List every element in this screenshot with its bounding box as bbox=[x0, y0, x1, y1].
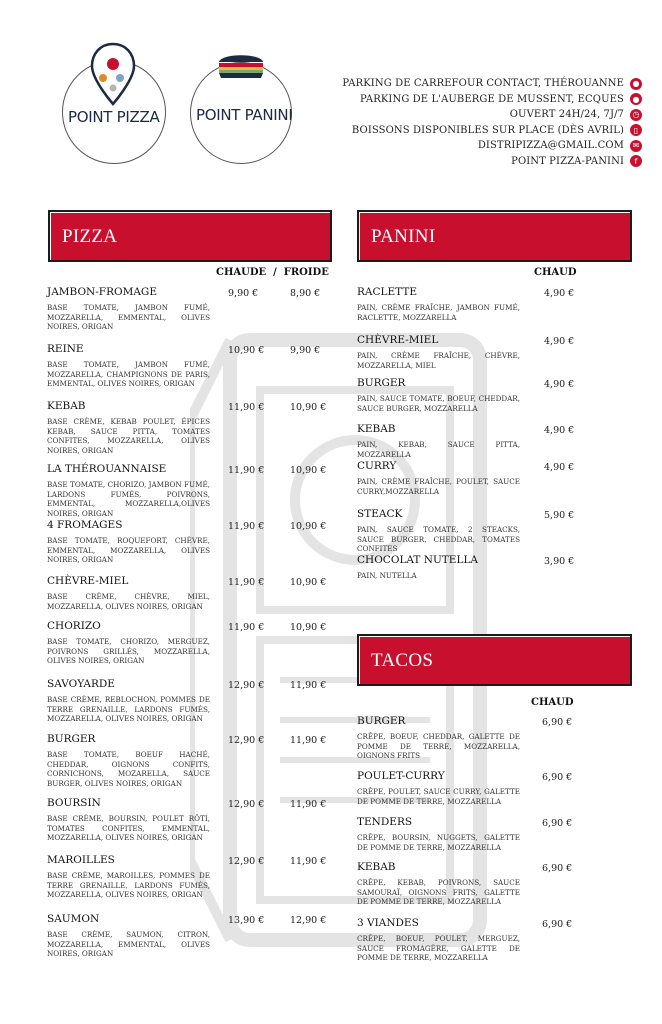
point-panini-logo bbox=[190, 50, 294, 166]
pizza-logo-text: POINT PIZZA bbox=[68, 108, 160, 126]
item-name: BURGER bbox=[357, 377, 406, 389]
item-description: PAIN, CRÈME FRAÎCHE, CHÈVRE, MOZZARELLA, MIEL bbox=[357, 351, 520, 370]
item-name: 3 VIANDES bbox=[357, 917, 419, 929]
item-description: CRÊPE, KEBAB, POIVRONS, SAUCE SAMOURAÏ, OIGNONS FRITS, GALETTE DE POMME DE TERRE, MOZZARELLA bbox=[357, 878, 520, 906]
price-froide: 9,90 € bbox=[290, 345, 321, 356]
info-line bbox=[342, 154, 642, 170]
pizza-item bbox=[47, 343, 210, 389]
info-text: DISTRIPIZZA@GMAIL.COM bbox=[477, 140, 624, 152]
item-description: PAIN, SAUCE TOMATE, 2 STEACKS, SAUCE BURGER, CHEDDAR, TOMATES CONFITES bbox=[357, 525, 520, 553]
item-name: KEBAB bbox=[357, 423, 396, 435]
price-froide: 11,90 € bbox=[290, 680, 327, 691]
price-chaude: 13,90 € bbox=[228, 915, 265, 926]
item-description: BASE TOMATE, ROQUEFORT, CHÈVRE, EMMENTAL, MOZZARELLA, OLIVES NOIRES, ORIGAN bbox=[47, 536, 210, 564]
price-chaude: 12,90 € bbox=[228, 735, 265, 746]
info-line bbox=[342, 107, 642, 123]
price-chaud: 6,90 € bbox=[542, 818, 573, 829]
pizza-price-header: CHAUDE / FROIDE bbox=[216, 267, 329, 278]
price-chaud: 6,90 € bbox=[542, 717, 573, 728]
panini-item bbox=[357, 508, 520, 554]
item-name: BURGER bbox=[357, 715, 406, 727]
map-pin-icon: ● bbox=[630, 78, 642, 90]
item-description: BASE CRÈME, MAROILLES, POMMES DE TERRE GRENAILLE, LARDONS FUMÉS, MOZZARELLA, OLIVES NOIRES, ORIGAN bbox=[47, 871, 210, 899]
point-pizza-logo bbox=[62, 40, 168, 166]
info-text: BOISSONS DISPONIBLES SUR PLACE (DÈS AVRIL) bbox=[351, 124, 624, 136]
item-name: RACLETTE bbox=[357, 286, 418, 298]
price-froide: 10,90 € bbox=[290, 577, 327, 588]
item-name: CURRY bbox=[357, 460, 397, 472]
price-froide: 10,90 € bbox=[290, 465, 327, 476]
tacos-item bbox=[357, 917, 520, 963]
tacos-section-title: TACOS bbox=[371, 650, 434, 671]
price-chaude: 9,90 € bbox=[228, 288, 259, 299]
pizza-item bbox=[47, 620, 210, 666]
info-text: PARKING DE CARREFOUR CONTACT, THÉROUANNE bbox=[342, 78, 624, 90]
pizza-item bbox=[47, 913, 210, 959]
panini-item bbox=[357, 554, 520, 581]
pizza-pin-icon bbox=[90, 42, 136, 106]
item-name: KEBAB bbox=[47, 400, 86, 412]
price-chaud: 4,90 € bbox=[544, 288, 575, 299]
price-chaud: 5,90 € bbox=[544, 510, 575, 521]
tacos-price-header: CHAUD bbox=[531, 697, 574, 708]
item-name: SAUMON bbox=[47, 913, 100, 925]
panini-section-title: PANINI bbox=[371, 226, 436, 247]
price-chaude: 12,90 € bbox=[228, 856, 265, 867]
item-description: CRÊPE, POULET, SAUCE CURRY, GALETTE DE POMME DE TERRE, MOZZARELLA bbox=[357, 787, 520, 806]
item-name: LA THÉROUANNAISE bbox=[47, 463, 167, 475]
price-chaud: 6,90 € bbox=[542, 863, 573, 874]
item-name: KEBAB bbox=[357, 861, 396, 873]
pizza-section-title: PIZZA bbox=[62, 226, 118, 247]
info-line bbox=[342, 92, 642, 108]
price-chaud: 4,90 € bbox=[544, 336, 575, 347]
pizza-item bbox=[47, 678, 210, 724]
tacos-section-banner bbox=[357, 634, 632, 686]
info-line bbox=[342, 138, 642, 154]
item-name: SAVOYARDE bbox=[47, 678, 115, 690]
item-name: STEACK bbox=[357, 508, 403, 520]
item-name: REINE bbox=[47, 343, 84, 355]
item-description: PAIN, KEBAB, SAUCE PITTA, MOZZARELLA bbox=[357, 440, 520, 459]
price-chaude: 11,90 € bbox=[228, 521, 265, 532]
pizza-item bbox=[47, 519, 210, 565]
info-text: POINT PIZZA-PANINI bbox=[511, 155, 624, 167]
item-name: CHÈVRE-MIEL bbox=[357, 334, 439, 346]
info-text: OUVERT 24H/24, 7J/7 bbox=[509, 109, 624, 121]
panini-sandwich-icon bbox=[216, 50, 266, 80]
info-line bbox=[342, 123, 642, 139]
panini-item bbox=[357, 286, 520, 322]
item-name: TENDERS bbox=[357, 816, 413, 828]
price-froide: 10,90 € bbox=[290, 521, 327, 532]
price-chaud: 4,90 € bbox=[544, 379, 575, 390]
price-chaud: 6,90 € bbox=[542, 919, 573, 930]
price-chaud: 4,90 € bbox=[544, 462, 575, 473]
info-line bbox=[342, 76, 642, 92]
item-name: BOURSIN bbox=[47, 797, 101, 809]
item-description: PAIN, NUTELLA bbox=[357, 571, 417, 580]
item-description: CRÊPE, BOEUF, POULET, MERGUEZ, SAUCE FROMAGÈRE, GALETTE DE POMME DE TERRE, MOZZARELLA bbox=[357, 934, 520, 962]
pizza-item bbox=[47, 575, 210, 611]
price-froide: 11,90 € bbox=[290, 799, 327, 810]
item-description: BASE TOMATE, BOEUF HACHÉ, CHEDDAR, OIGNONS CONFITS, CORNICHONS, MOZARELLA, SAUCE BURGER, OLIVES NOIRES, ORIGAN bbox=[47, 750, 210, 788]
tacos-item bbox=[357, 770, 520, 806]
panini-item bbox=[357, 334, 520, 370]
item-description: PAIN, CRÈME FRAÎCHE, POULET, SAUCE CURRY,MOZZARELLA bbox=[357, 477, 520, 496]
panini-logo-text: POINT PANINI bbox=[196, 106, 293, 124]
price-chaud: 3,90 € bbox=[544, 556, 575, 567]
drink-icon: ▯ bbox=[630, 124, 642, 136]
info-text: PARKING DE L'AUBERGE DE MUSSENT, ECQUES bbox=[359, 93, 624, 105]
item-name: POULET-CURRY bbox=[357, 770, 445, 782]
mail-icon: ✉ bbox=[630, 140, 642, 152]
price-chaude: 11,90 € bbox=[228, 577, 265, 588]
price-chaude: 11,90 € bbox=[228, 622, 265, 633]
item-description: BASE TOMATE, CHORIZO, MERGUEZ, POIVRONS GRILLÉS, MOZZARELLA, OLIVES NOIRES, ORIGAN bbox=[47, 637, 210, 665]
item-description: BASE CRÈME, KEBAB POULET, ÉPICES KEBAB, SAUCE PITTA, TOMATES CONFITES, MOZZARELLA, OLIVES NOIRES, ORIGAN bbox=[47, 417, 210, 455]
pizza-item bbox=[47, 463, 210, 518]
item-description: BASE CRÈME, BOURSIN, POULET RÔTI, TOMATES CONFITES, EMMENTAL, MOZZARELLA, OLIVES NOIRES, ORIGAN bbox=[47, 814, 210, 842]
contact-info bbox=[342, 76, 642, 169]
tacos-item bbox=[357, 715, 520, 761]
item-description: PAIN, CRÈME FRAÎCHE, JAMBON FUMÉ, RACLETTE, MOZZARELLA bbox=[357, 303, 520, 322]
panini-section-banner bbox=[357, 210, 632, 262]
price-chaud: 6,90 € bbox=[542, 772, 573, 783]
tacos-item bbox=[357, 816, 520, 852]
panini-price-header: CHAUD bbox=[534, 267, 577, 278]
item-description: BASE TOMATE, CHORIZO, JAMBON FUMÉ, LARDONS FUMÉS, POIVRONS, EMMENTAL, MOZZARELLA,OLIVES NOIRES, ORIGAN bbox=[47, 480, 210, 518]
item-name: CHORIZO bbox=[47, 620, 101, 632]
item-description: BASE CRÈME, SAUMON, CITRON, MOZZARELLA, EMMENTAL, OLIVES NOIRES, ORIGAN bbox=[47, 930, 210, 958]
pizza-item bbox=[47, 854, 210, 900]
item-description: BASE TOMATE, JAMBON FUMÉ, MOZZARELLA, CHAMPIGNONS DE PARIS, EMMENTAL, OLIVES NOIRES, ORIGAN bbox=[47, 360, 210, 388]
pizza-item bbox=[47, 797, 210, 843]
panini-item bbox=[357, 423, 520, 459]
item-name: BURGER bbox=[47, 733, 96, 745]
price-chaude: 12,90 € bbox=[228, 799, 265, 810]
item-description: BASE TOMATE, JAMBON FUMÉ, MOZZARELLA, EMMENTAL, OLIVES NOIRES, ORIGAN bbox=[47, 303, 210, 331]
price-froide: 8,90 € bbox=[290, 288, 321, 299]
price-chaude: 11,90 € bbox=[228, 402, 265, 413]
item-name: CHÈVRE-MIEL bbox=[47, 575, 129, 587]
item-description: CRÊPE, BOURSIN, NUGGETS, GALETTE DE POMME DE TERRE, MOZZARELLA bbox=[357, 833, 520, 852]
price-froide: 11,90 € bbox=[290, 735, 327, 746]
pizza-item bbox=[47, 733, 210, 788]
price-chaude: 10,90 € bbox=[228, 345, 265, 356]
panini-item bbox=[357, 377, 520, 413]
tacos-item bbox=[357, 861, 520, 907]
clock-icon: ◷ bbox=[630, 109, 642, 121]
price-chaude: 12,90 € bbox=[228, 680, 265, 691]
item-name: JAMBON-FROMAGE bbox=[47, 286, 157, 298]
pizza-section-banner bbox=[48, 210, 332, 262]
price-froide: 10,90 € bbox=[290, 622, 327, 633]
facebook-icon: f bbox=[630, 155, 642, 167]
price-froide: 12,90 € bbox=[290, 915, 327, 926]
item-description: BASE CRÈME, CHÈVRE, MIEL, MOZZARELLA, OLIVES NOIRES, ORIGAN bbox=[47, 592, 210, 611]
item-description: CRÊPE, BOEUF, CHEDDAR, GALETTE DE POMME DE TERRE, MOZZARELLA, OIGNONS FRITS bbox=[357, 732, 520, 760]
item-name: MAROILLES bbox=[47, 854, 115, 866]
item-name: 4 FROMAGES bbox=[47, 519, 123, 531]
price-chaude: 11,90 € bbox=[228, 465, 265, 476]
price-froide: 11,90 € bbox=[290, 856, 327, 867]
pizza-item bbox=[47, 286, 210, 332]
price-froide: 10,90 € bbox=[290, 402, 327, 413]
pizza-item bbox=[47, 400, 210, 455]
item-name: CHOCOLAT NUTELLA bbox=[357, 554, 478, 566]
item-description: BASE CRÈME, REBLOCHON, POMMES DE TERRE GRENAILLE, LARDONS FUMÉS, MOZZARELLA, OLIVES NOIRES, ORIGAN bbox=[47, 695, 210, 723]
map-pin-icon: ● bbox=[630, 93, 642, 105]
item-description: PAIN, SAUCE TOMATE, BOEUF, CHEDDAR, SAUCE BURGER, MOZZARELLA bbox=[357, 394, 520, 413]
panini-item bbox=[357, 460, 520, 496]
price-chaud: 4,90 € bbox=[544, 425, 575, 436]
